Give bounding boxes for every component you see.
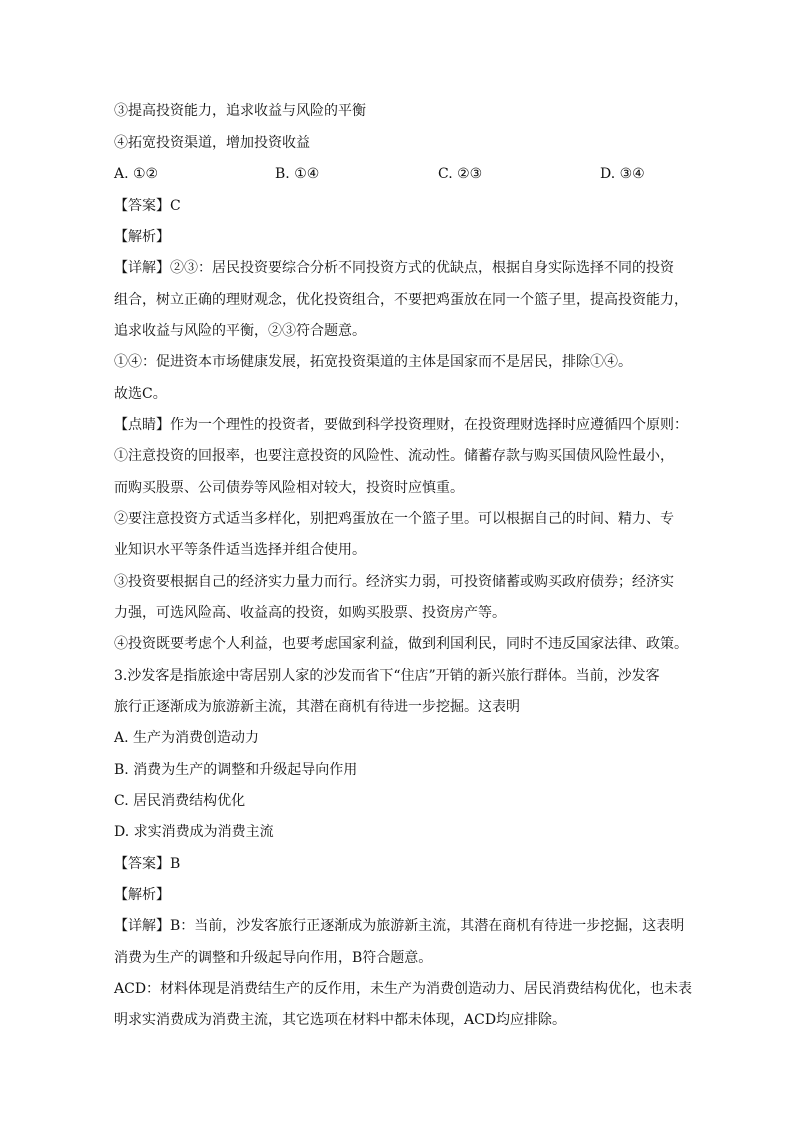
detail-paragraph: 明求实消费成为消费主流，其它选项在材料中都未体现，ACD均应排除。 — [114, 1012, 567, 1028]
choice-a: A. ①② — [114, 166, 159, 182]
key-point-paragraph: 业知识水平等条件适当选择并组合使用。 — [114, 542, 366, 558]
key-point-paragraph: ④投资既要考虑个人利益，也要考虑国家利益，做到利国利民，同时不违反国家法律、政策。 — [114, 636, 688, 652]
option-statement-3: ③提高投资能力，追求收益与风险的平衡 — [114, 103, 366, 119]
choice-b: B. ①④ — [275, 166, 320, 182]
detail-paragraph: ACD：材料体现是消费结生产的反作用，未生产为消费创造动力、居民消费结构优化，也未表 — [114, 981, 693, 997]
choice-d: D. ③④ — [600, 166, 645, 182]
question-3-option-d: D. 求实消费成为消费主流 — [114, 824, 274, 840]
key-point-paragraph: 力强，可选风险高、收益高的投资，如购买股票、投资房产等。 — [114, 605, 506, 621]
key-point-paragraph: ③投资要根据自己的经济实力量力而行。经济实力弱，可投资储蓄或购买政府债券；经济实 — [114, 574, 674, 590]
question-3-option-b: B. 消费为生产的调整和升级起导向作用 — [114, 762, 358, 778]
detail-paragraph: 追求收益与风险的平衡，②③符合题意。 — [114, 323, 366, 339]
analysis-label: 【解析】 — [114, 887, 170, 903]
question-3-option-a: A. 生产为消费创造动力 — [114, 730, 260, 746]
detail-paragraph: 【详解】B：当前，沙发客旅行正逐渐成为旅游新主流，其潜在商机有待进一步挖掘，这表明 — [114, 918, 685, 934]
answer-label: 【答案】C — [114, 198, 181, 214]
detail-paragraph: 消费为生产的调整和升级起导向作用，B符合题意。 — [114, 950, 433, 966]
option-statement-4: ④拓宽投资渠道，增加投资收益 — [114, 135, 310, 151]
key-point-paragraph: ②要注意投资方式适当多样化，别把鸡蛋放在一个篮子里。可以根据自己的时间、精力、专 — [114, 511, 674, 527]
key-point-paragraph: ①注意投资的回报率，也要注意投资的风险性、流动性。储蓄存款与购买国债风险性最小， — [114, 448, 674, 464]
analysis-label: 【解析】 — [114, 229, 170, 245]
detail-paragraph: 组合，树立正确的理财观念，优化投资组合，不要把鸡蛋放在同一个篮子里，提高投资能力， — [114, 292, 688, 308]
conclusion: 故选C。 — [114, 386, 167, 402]
question-3-stem: 3.沙发客是指旅途中寄居别人家的沙发而省下“住店”开销的新兴旅行群体。当前，沙发客 — [114, 668, 660, 684]
question-3-option-c: C. 居民消费结构优化 — [114, 793, 246, 809]
choice-c: C. ②③ — [438, 166, 483, 182]
detail-paragraph: 【详解】②③：居民投资要综合分析不同投资方式的优缺点，根据自身实际选择不同的投资 — [114, 260, 674, 276]
detail-paragraph: ①④：促进资本市场健康发展，拓宽投资渠道的主体是国家而不是居民，排除①④。 — [114, 354, 632, 370]
key-point-paragraph: 【点睛】作为一个理性的投资者，要做到科学投资理财，在投资理财选择时应遵循四个原则： — [114, 417, 688, 433]
key-point-paragraph: 而购买股票、公司债券等风险相对较大，投资时应慎重。 — [114, 480, 464, 496]
answer-label: 【答案】B — [114, 856, 181, 872]
question-3-stem: 旅行正逐渐成为旅游新主流，其潜在商机有待进一步挖掘。这表明 — [114, 699, 520, 715]
